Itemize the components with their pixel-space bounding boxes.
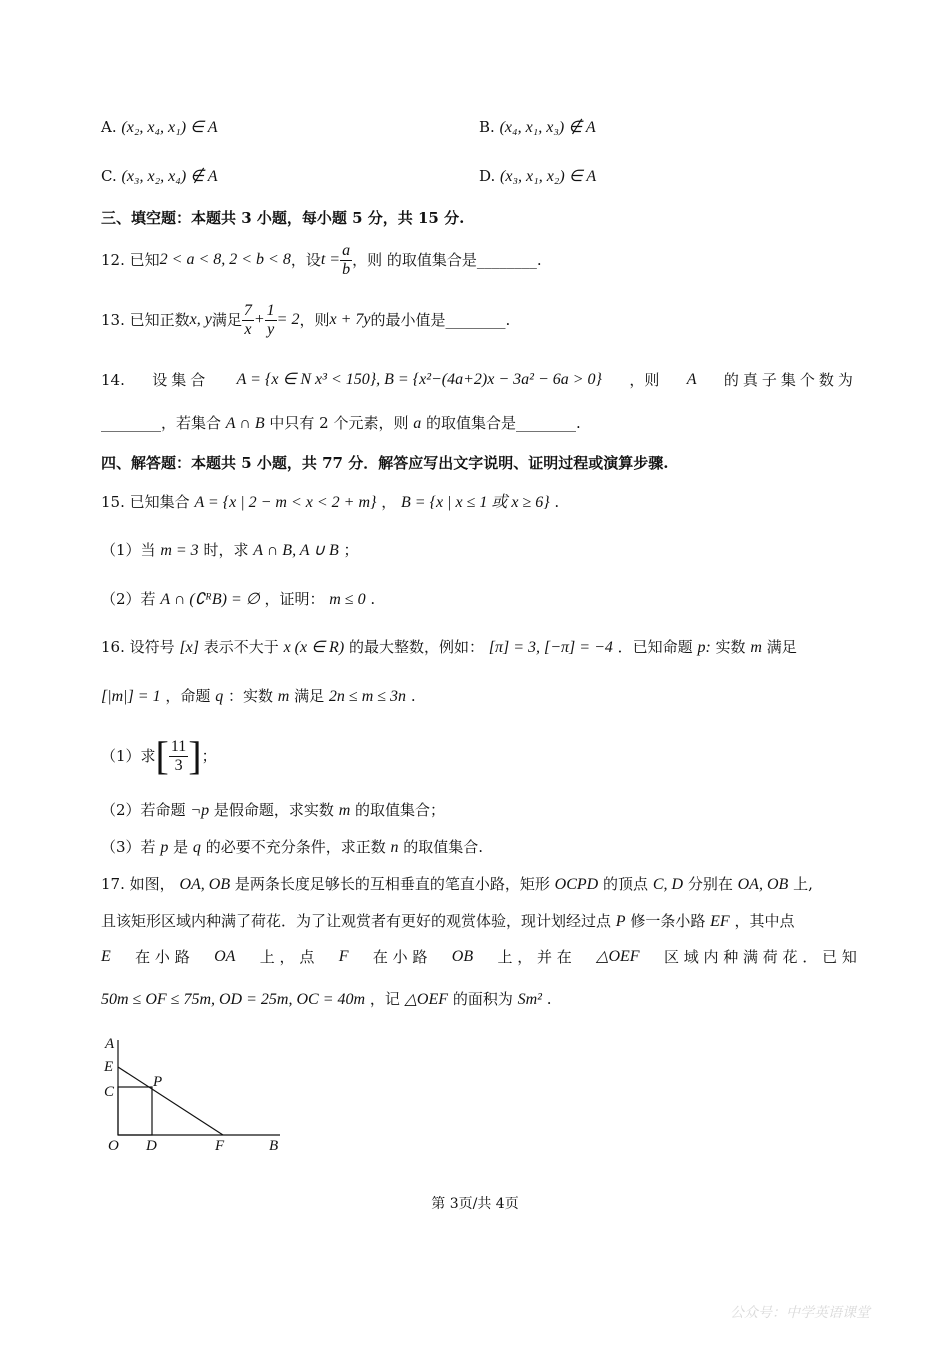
option-c-expr: (x₃, x₂, x₄) ∉ A xyxy=(121,168,218,185)
fraction-a-over-b: $\frac{a}{b}$ xyxy=(342,241,351,278)
fraction-1-over-y: $\frac{1}{y}$ xyxy=(266,301,275,338)
page-footer: 第 3页/共 4页 xyxy=(431,1196,519,1212)
section-4-heading: 四、解答题：本题共 5 小题，共 77 分．解答应写出文字说明、证明过程或演算步骤. xyxy=(101,454,669,472)
label-a: A xyxy=(105,1036,115,1052)
question-16-part-1: （1）求 [ $\frac{11}{3}$ ] ； xyxy=(101,733,217,778)
fraction-7-over-x: $\frac{7}{x}$ xyxy=(243,301,252,338)
label-p: P xyxy=(153,1074,163,1090)
geometry-figure xyxy=(95,1030,295,1158)
question-15-part-1: （1）当 m = 3 时，求 A ∩ B, A ∪ B ； xyxy=(101,541,359,559)
option-b: B. (x₄, x₁, x₃) ∉ A xyxy=(479,118,596,136)
question-13: 13. 已知正数 x, y 满足 $\frac{7}{x}$ + $\frac{1}{y}$ = 2 ，则 x + 7y 的最小值是________. xyxy=(101,301,511,338)
question-15: 15. 已知集合 A = {x | 2 − m < x < 2 + m} ， B = {x | x ≤ 1 或 x ≥ 6} . xyxy=(101,493,560,511)
question-15-part-2: （2）若 A ∩ (∁ᴿB) = ∅ ，证明： m ≤ 0 . xyxy=(101,590,376,608)
question-12: 12. 已知 2 < a < 8, 2 < b < 8 ，设 t = $\frac{a}{b}$ ，则 的取值集合是________. xyxy=(101,241,542,278)
fraction-11-over-3: $\frac{11}{3}$ xyxy=(170,737,187,774)
question-17-line-4: 50m ≤ OF ≤ 75m, OD = 25m, OC = 40m ，记 △OEF 的面积为 Sm² . xyxy=(101,990,552,1008)
question-16-line-1: 16. 设符号 [x] 表示不大于 x (x ∈ R) 的最大整数，例如： [π] = 3, [−π] = −4 ．已知命题 p: 实数 m 满足 xyxy=(101,638,797,656)
label-f: F xyxy=(215,1138,225,1154)
question-14-line-2: ________，若集合 A ∩ B 中只有 2 个元素，则 a 的取值集合是________. xyxy=(101,414,581,432)
option-c: C. (x₃, x₂, x₄) ∉ A xyxy=(101,167,218,185)
option-b-expr: (x₄, x₁, x₃) ∉ A xyxy=(499,119,596,136)
option-a-expr: (x₂, x₄, x₁) ∈ A xyxy=(121,119,218,136)
question-16-part-2: （2）若命题 ¬p 是假命题，求实数 m 的取值集合； xyxy=(101,801,446,819)
question-17-line-3: E 在 小 路 OA 上 ， 点 F 在 小 路 OB 上 ， 并 在 △OEF 区 域 内 种 满 荷 花 ． 已 知 xyxy=(101,948,857,966)
label-e: E xyxy=(104,1059,114,1075)
question-16-line-2: [|m|] = 1 ，命题 q ：实数 m 满足 2n ≤ m ≤ 3n . xyxy=(101,687,416,705)
question-14-line-1: 14. 设集合 A = {x ∈ N x³ < 150}, B = {x²−(4a+2)x − 3a² − 6a > 0} ，则 A 的真子集个数为 xyxy=(101,371,857,389)
section-3-heading: 三、填空题：本题共 3 小题，每小题 5 分，共 15 分. xyxy=(101,209,465,227)
watermark: 公众号：中学英语课堂 xyxy=(730,1305,870,1321)
path-ef xyxy=(118,1067,223,1135)
option-d-expr: (x₃, x₁, x₂) ∈ A xyxy=(500,168,597,185)
label-c: C xyxy=(104,1084,115,1100)
option-d: D. (x₃, x₁, x₂) ∈ A xyxy=(479,167,597,185)
question-16-part-3: （3）若 p 是 q 的必要不充分条件，求正数 n 的取值集合. xyxy=(101,838,484,856)
rectangle-ocpd xyxy=(118,1087,152,1135)
label-d: D xyxy=(146,1138,157,1154)
question-17-line-2: 且该矩形区域内种满了荷花．为了让观赏者有更好的观赏体验，现计划经过点 P 修一条小路 EF ，其中点 xyxy=(101,912,795,930)
question-17-line-1: 17. 如图， OA, OB 是两条长度足够长的互相垂直的笔直小路，矩形 OCPD 的顶点 C, D 分别在 OA, OB 上, xyxy=(101,875,813,893)
label-b: B xyxy=(269,1138,279,1154)
option-a: A. (x₂, x₄, x₁) ∈ A xyxy=(101,118,218,136)
label-o: O xyxy=(108,1138,119,1154)
